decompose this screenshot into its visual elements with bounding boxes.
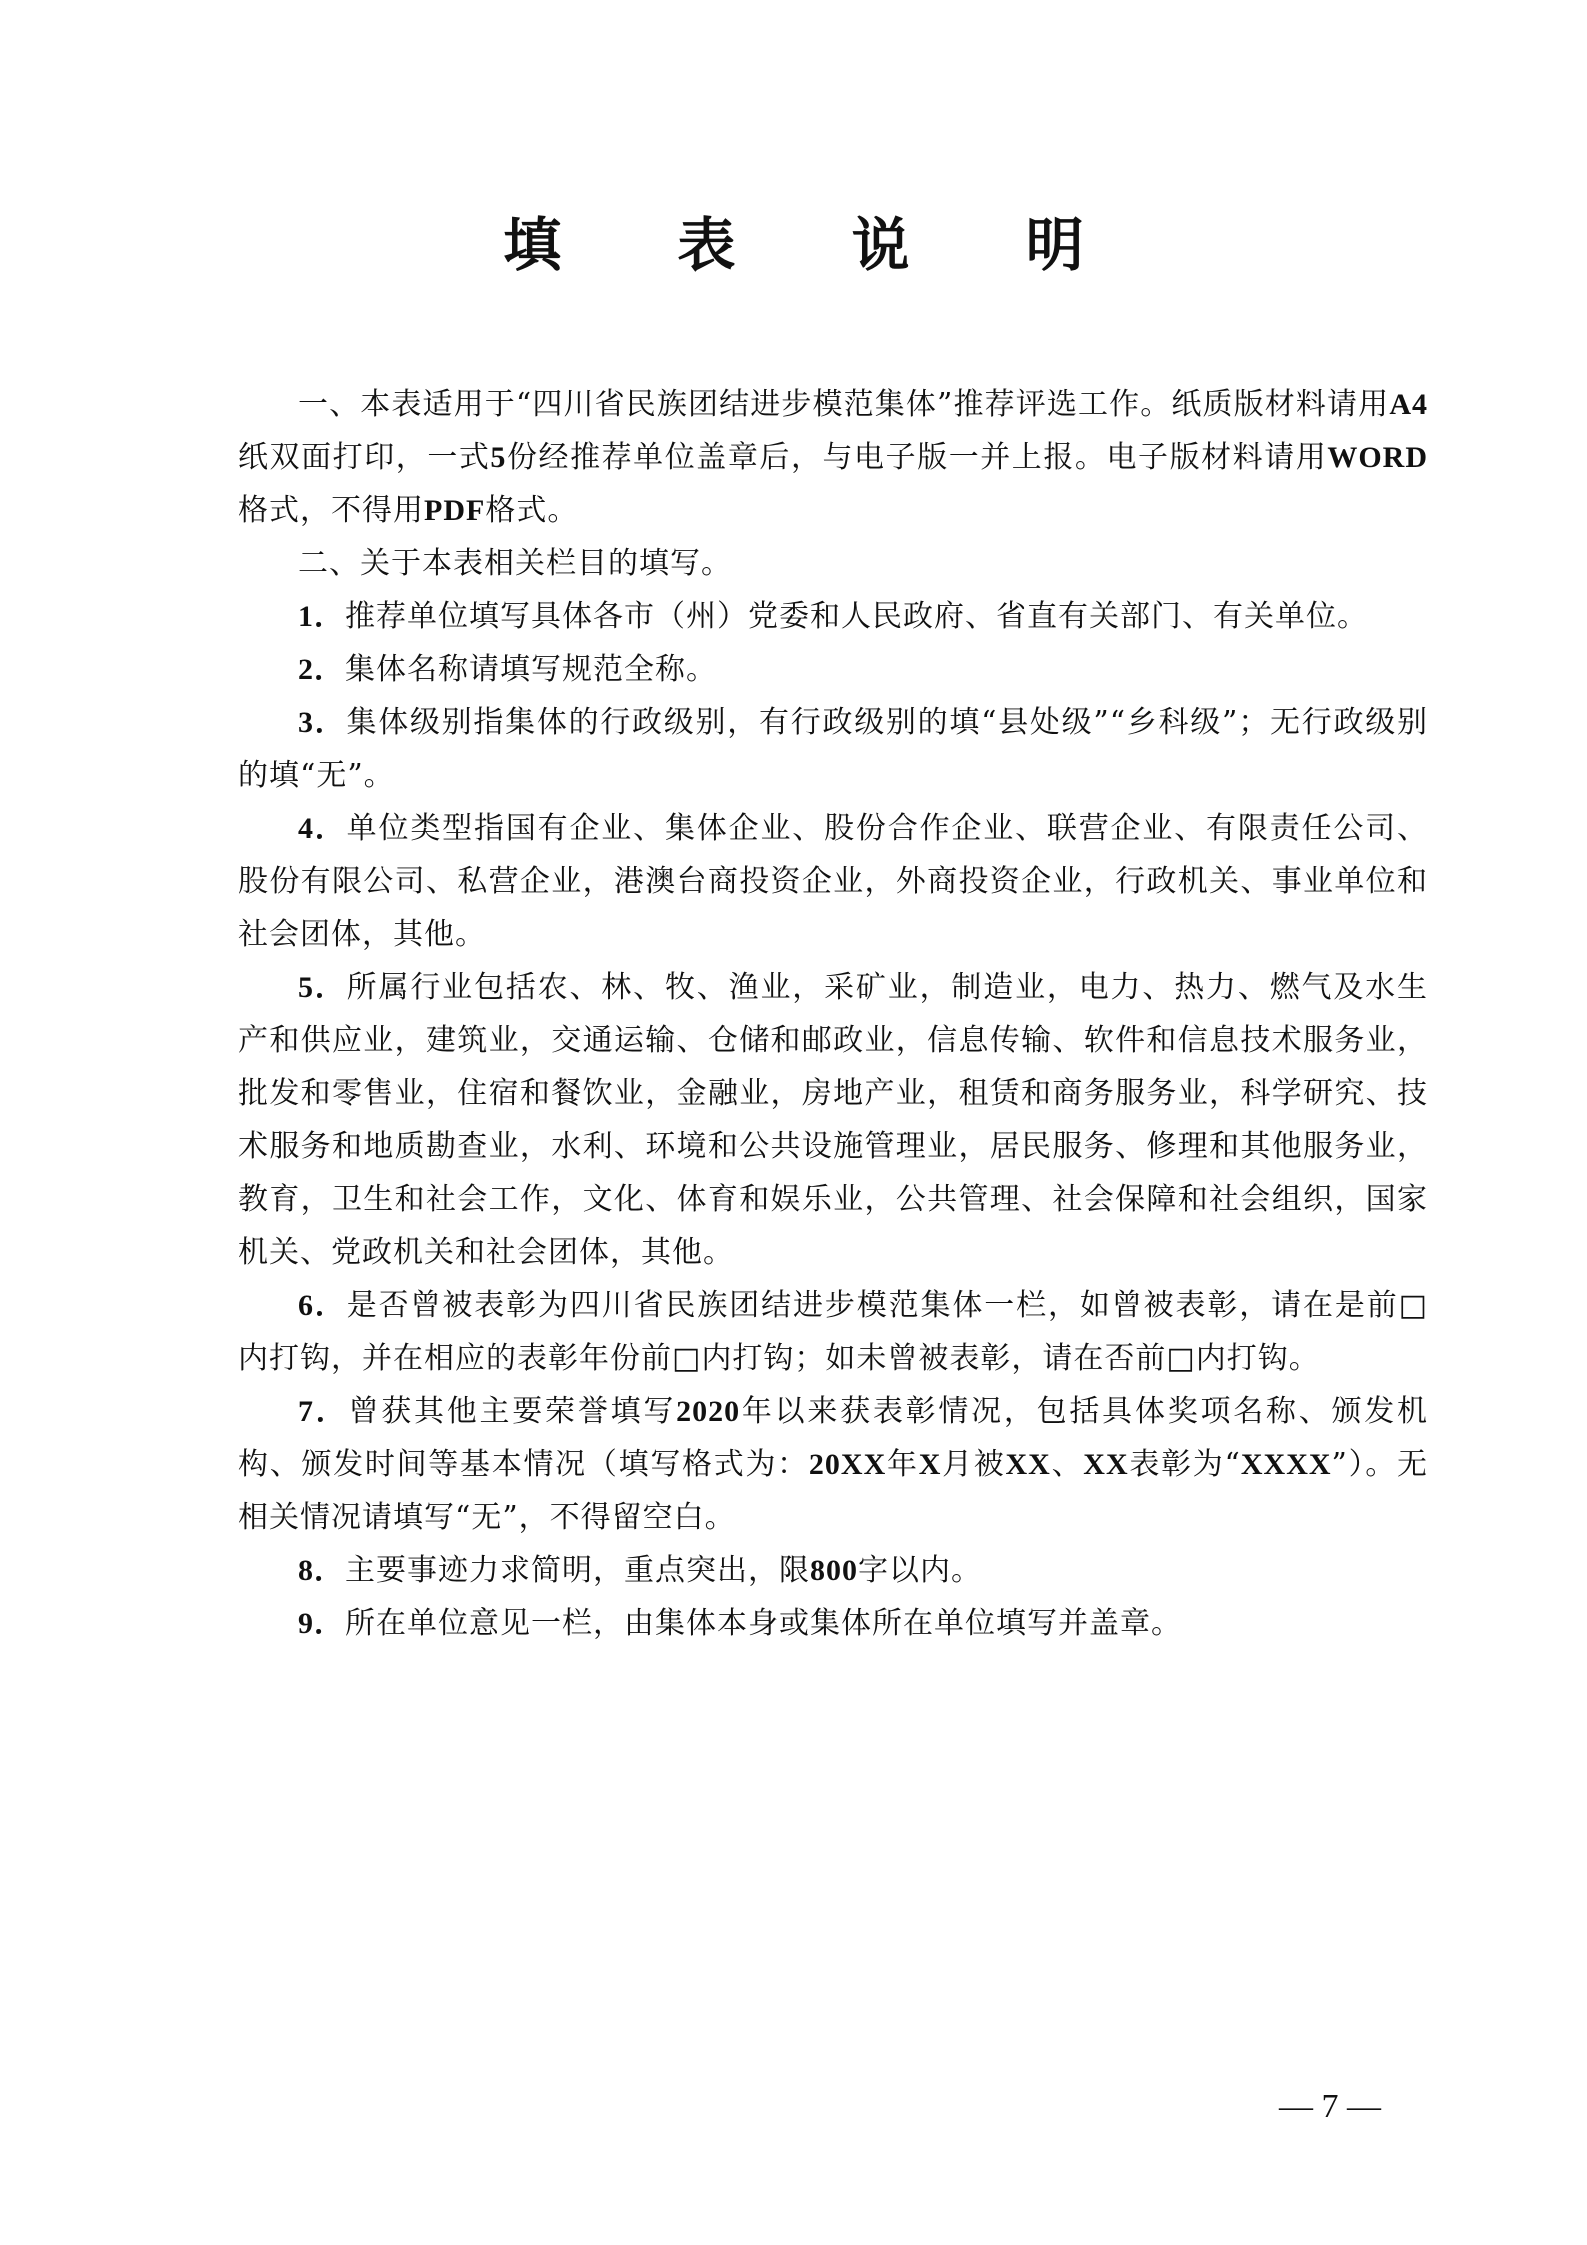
honors-text-k: 表彰为“ bbox=[1128, 1447, 1241, 1482]
item-text: 是否曾被表彰为四川省民族团结进步模范集体一栏，如曾被表彰，请在是前□内打钩，并在相应的表彰年份前□内打钩；如未曾被表彰，请在否前□内打钩。 bbox=[238, 1288, 1429, 1376]
item-5 bbox=[238, 961, 1428, 1279]
format-issuer-2: XX bbox=[1083, 1448, 1129, 1481]
page-number: — 7 — bbox=[1279, 2088, 1381, 2125]
item-7 bbox=[238, 1385, 1428, 1544]
item-number: 1． bbox=[298, 600, 345, 633]
format-year: 20XX bbox=[808, 1448, 887, 1481]
item-number: 4． bbox=[298, 812, 347, 845]
paper-size: A4 bbox=[1389, 388, 1428, 421]
word-format: WORD bbox=[1327, 441, 1429, 474]
item-number: 2． bbox=[298, 653, 345, 686]
honors-text-i: 、 bbox=[1050, 1447, 1084, 1482]
item-1 bbox=[238, 590, 1428, 643]
instructions-body bbox=[238, 378, 1428, 1650]
honors-text-e: 年 bbox=[886, 1447, 919, 1482]
item-text: 推荐单位填写具体各市（州）党委和人民政府、省直有关部门、有关单位。 bbox=[345, 599, 1368, 634]
item-4 bbox=[238, 802, 1428, 961]
item-number: 5． bbox=[298, 971, 347, 1004]
word-limit: 800 bbox=[810, 1554, 858, 1587]
format-honor-name: XXXX bbox=[1240, 1448, 1332, 1481]
honors-text-a: 曾获其他主要荣誉填写 bbox=[348, 1394, 677, 1429]
format-month: X bbox=[918, 1448, 942, 1481]
scope-text-i: 格式。 bbox=[485, 493, 579, 528]
scope-text-g: 格式，不得用 bbox=[238, 493, 424, 528]
pdf-format: PDF bbox=[424, 494, 486, 527]
paragraph-fields-intro: 二、关于本表相关栏目的填写。 bbox=[298, 546, 732, 581]
item-number: 7． bbox=[298, 1395, 349, 1428]
honors-text-g: 月被 bbox=[941, 1447, 1006, 1482]
deeds-text-a: 主要事迹力求简明，重点突出，限 bbox=[345, 1553, 810, 1588]
page-title: 填 表 说 明 bbox=[503, 211, 1132, 279]
item-2 bbox=[238, 643, 1428, 696]
item-8 bbox=[238, 1544, 1428, 1597]
scope-text-e: 份经推荐单位盖章后，与电子版一并上报。电子版材料请用 bbox=[506, 440, 1328, 475]
scope-text-c: 纸双面打印，一式 bbox=[238, 440, 491, 475]
item-number: 9． bbox=[298, 1607, 345, 1640]
item-9 bbox=[238, 1597, 1428, 1650]
item-text: 单位类型指国有企业、集体企业、股份合作企业、联营企业、有限责任公司、股份有限公司、私营企业，港澳台商投资企业，外商投资企业，行政机关、事业单位和社会团体，其他。 bbox=[238, 811, 1429, 952]
scope-text-a: 一、本表适用于“四川省民族团结进步模范集体”推荐评选工作。纸质版材料请用 bbox=[298, 387, 1390, 422]
item-6 bbox=[238, 1279, 1428, 1385]
paragraph-scope bbox=[238, 378, 1428, 537]
honors-text-m: ”）。无相关情况请填写“无”，不得留空白。 bbox=[238, 1447, 1429, 1535]
item-text: 集体名称请填写规范全称。 bbox=[345, 652, 717, 687]
item-text: 所属行业包括农、林、牧、渔业，采矿业，制造业，电力、热力、燃气及水生产和供应业，建筑业，交通运输、仓储和邮政业，信息传输、软件和信息技术服务业，批发和零售业，住宿和餐饮业，金融业，房地产业，租赁和商务服务业，科学研究、技术服务和地质勘查业，水利、环境和公共设施管理业，居民服务、修理和其他服务业，教育，卫生和社会工作，文化、体育和娱乐业，公共管理、社会保障和社会组织，国家机关、党政机关和社会团体，其他。 bbox=[238, 970, 1429, 1270]
item-number: 6． bbox=[298, 1289, 347, 1322]
item-number: 3． bbox=[298, 706, 347, 739]
item-text: 集体级别指集体的行政级别，有行政级别的填“县处级”“乡科级”；无行政级别的填“无”。 bbox=[238, 705, 1428, 793]
item-text: 所在单位意见一栏，由集体本身或集体所在单位填写并盖章。 bbox=[345, 1606, 1182, 1641]
copy-count: 5 bbox=[490, 441, 507, 474]
honors-year: 2020 bbox=[676, 1395, 741, 1428]
honors-text-c: 年以来获表彰情况，包括具体奖项名称、颁发机构、颁发时间等基本情况（填写格式为： bbox=[238, 1394, 1429, 1482]
deeds-text-c: 字以内。 bbox=[858, 1553, 982, 1588]
item-number: 8． bbox=[298, 1554, 345, 1587]
item-3 bbox=[238, 696, 1428, 802]
format-issuer-1: XX bbox=[1005, 1448, 1051, 1481]
